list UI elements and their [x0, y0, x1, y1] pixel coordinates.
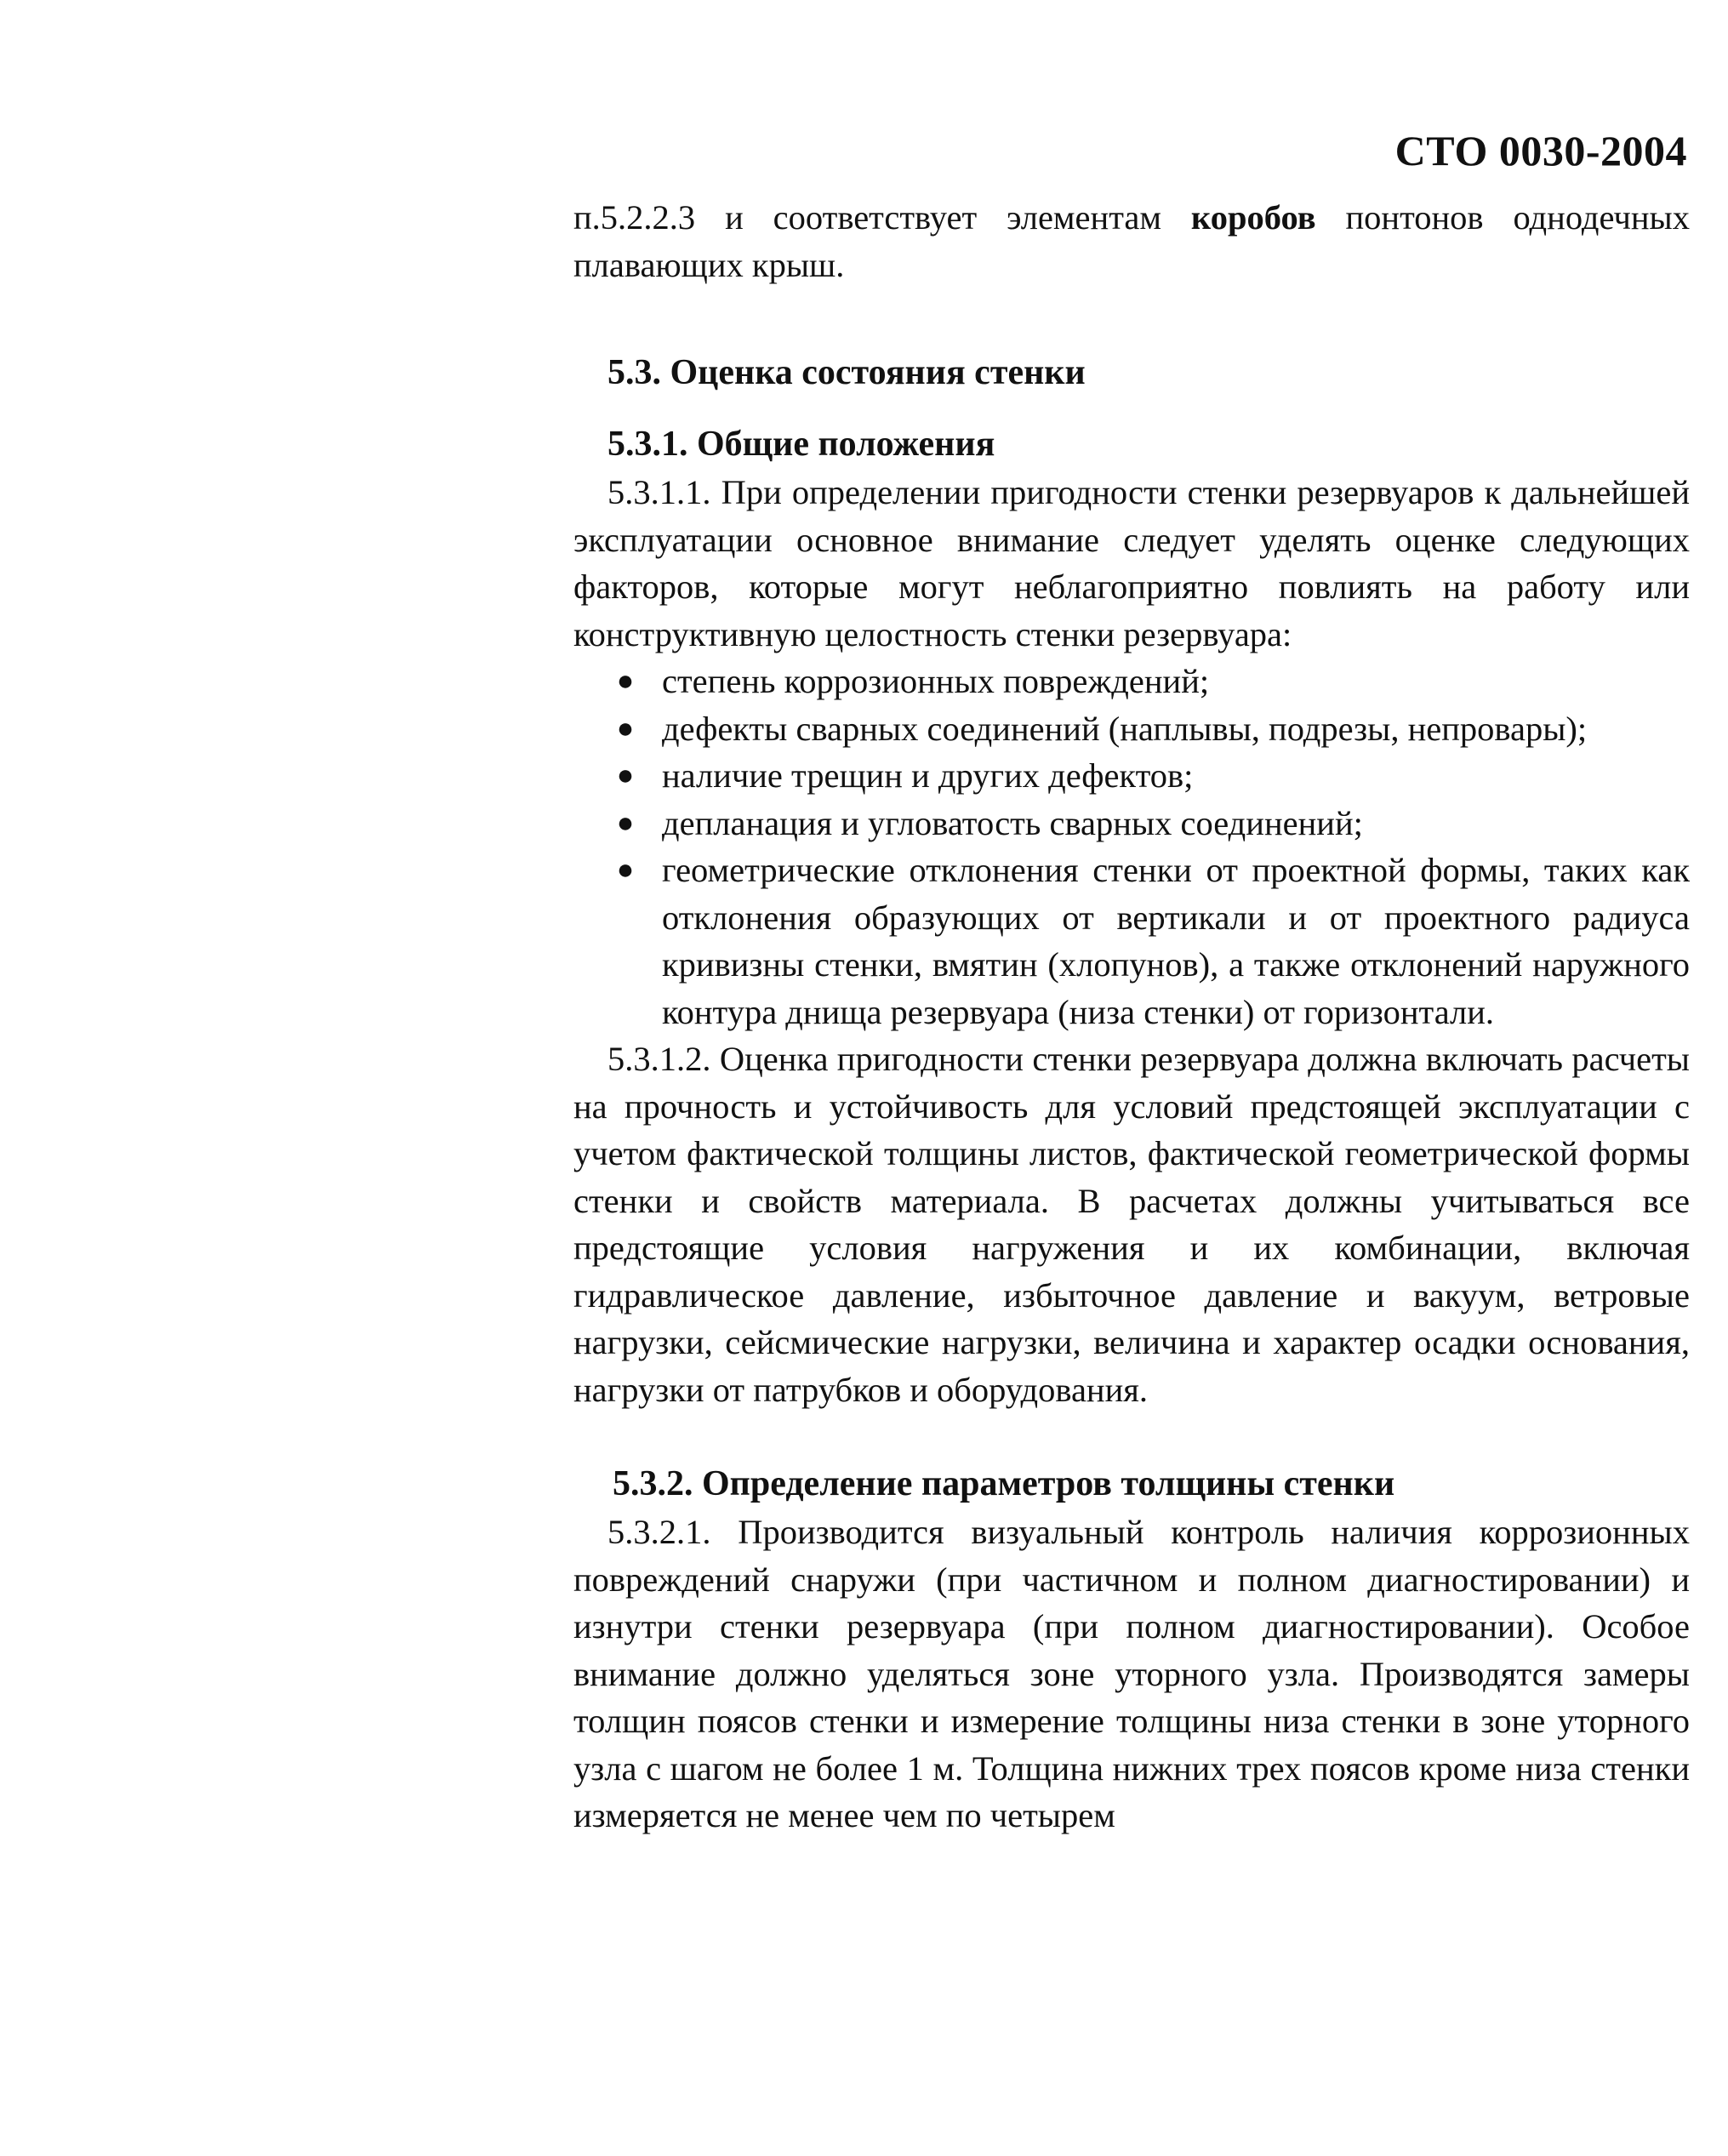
paragraph-5-3-1-1: 5.3.1.1. При определении пригодности стенки резервуаров к дальнейшей эксплуатации основное внимание следует уделять оценке следующих факторов, которые могут неблагоприятно повлиять на работу или конструктивную целостность стенки резервуара:: [573, 473, 1690, 653]
intro-text-part1: п.5.2.2.3 и соответствует элементам: [573, 198, 1191, 237]
bullet-item-text: депланация и угловатость сварных соединений;: [662, 803, 1363, 842]
bullet-dot-icon: ●: [616, 760, 635, 791]
paragraph-5-3-2-1: 5.3.2.1. Производится визуальный контроль наличия коррозионных повреждений снаружи (при частичном и полном диагностировании) и изнутри стенки резервуара (при полном диагностировании). Особое внимание должно уделяться зоне уторного узла. Производятся замеры толщин поясов стенки и измерение толщины низа стенки в зоне уторного узла с шагом не более 1 м. Толщина нижних трех поясов кроме низа стенки измеряется не менее чем по четырем: [573, 1513, 1690, 1834]
bullet-item-4: [573, 800, 1690, 847]
paragraph-5-3-1-2: 5.3.1.2. Оценка пригодности стенки резервуара должна включать расчеты на прочность и устойчивость для условий предстоящей эксплуатации с учетом фактической толщины листов, фактической геометрической формы стенки и свойств материала. В расчетах должны учитываться все предстоящие условия нагружения и их комбинации, включая гидравлическое давление, избыточное давление и вакуум, ветровые нагрузки, сейсмические нагрузки, величина и характер осадки основания, нагрузки от патрубков и оборудования.: [573, 1040, 1690, 1409]
factor-bullet-list: [573, 658, 1690, 1035]
intro-bold-word: коробов: [1190, 198, 1316, 237]
subsection-5-3-1-title: 5.3.1. Общие положения: [607, 425, 995, 464]
page-content: [573, 194, 1690, 1839]
bullet-dot-icon: ●: [616, 807, 635, 839]
bullet-item-text: геометрические отклонения стенки от проектной формы, таких как отклонения образующих от вертикали и от проектного радиуса кривизны стенки, вмятин (хлопунов), а также отклонений наружного контура днища резервуара (низа стенки) от горизонтали.: [662, 851, 1690, 1031]
subsection-5-3-2-title: 5.3.2. Определение параметров толщины стенки: [613, 1464, 1395, 1503]
bullet-item-text: наличие трещин и других дефектов;: [662, 756, 1194, 795]
intro-text-part2: понтонов однодечных плавающих крыш.: [573, 198, 1690, 284]
bullet-dot-icon: ●: [616, 665, 635, 697]
document-code-header: СТО 0030-2004: [1394, 127, 1687, 174]
bullet-dot-icon: ●: [616, 712, 635, 744]
intro-paragraph: [573, 194, 1690, 288]
bullet-dot-icon: ●: [616, 854, 635, 886]
section-5-3-title: 5.3. Оценка состояния стенки: [607, 353, 1086, 392]
bullet-item-text: дефекты сварных соединений (наплывы, подрезы, непровары);: [662, 709, 1588, 748]
bullet-item-1: [573, 658, 1690, 705]
bullet-item-2: [573, 705, 1690, 753]
bullet-item-5: [573, 847, 1690, 1035]
bullet-item-3: [573, 752, 1690, 800]
bullet-item-text: степень коррозионных повреждений;: [662, 662, 1210, 700]
